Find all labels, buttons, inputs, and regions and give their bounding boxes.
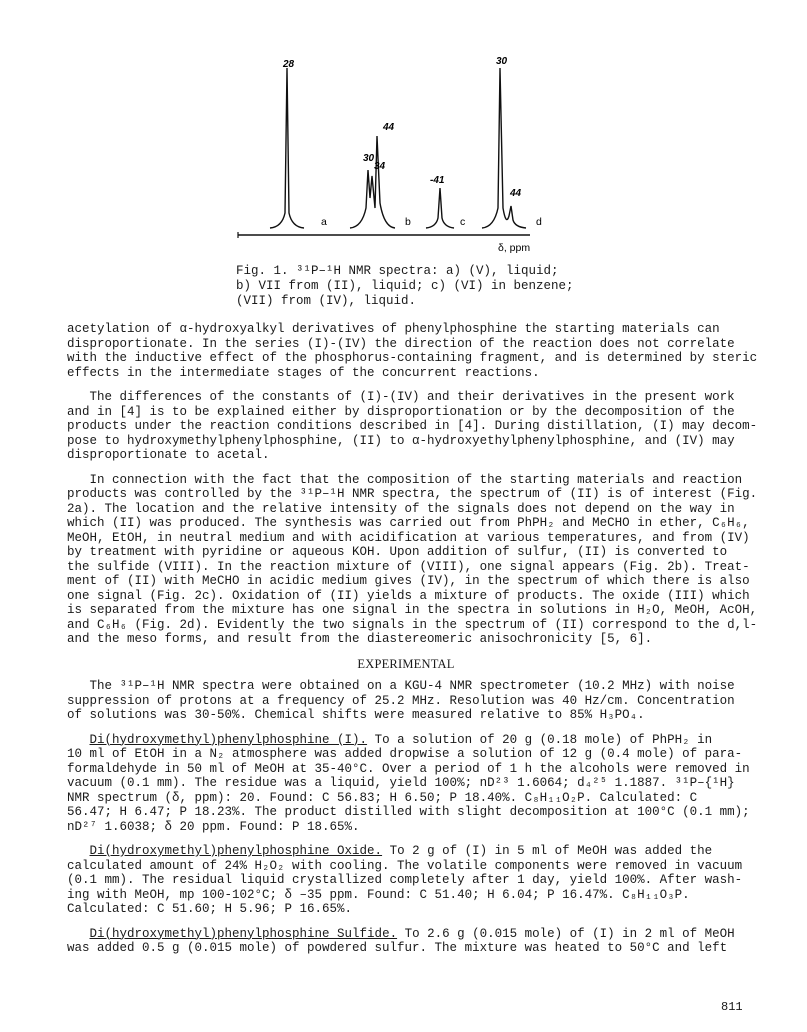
text-line: [67, 844, 745, 859]
text-line: the sulfide (VIII). In the reaction mixture of (VIII), one signal appears (Fig. 2b). Treat-: [67, 559, 750, 574]
text-line: suppression of protons at a frequency of 25.2 MHz. Resolution was 40 Hz/cm. Concentration: [67, 693, 735, 708]
text-line: formaldehyde in 50 ml of MeOH at 35-40°C. Over a period of 1 h the alcohols were removed in: [67, 761, 750, 776]
text-line: is separated from the mixture has one signal in the spectra in solutions in H₂O, MeOH, AcOH,: [67, 603, 758, 617]
text-line: disproportionate. In the series (I)-(IV) the direction of the reaction does not correlate: [67, 336, 735, 351]
spectrum-trace-c: [426, 188, 454, 228]
panel-label: b: [405, 216, 411, 228]
axis-label: δ, ppm: [498, 242, 531, 254]
text-line: was added 0.5 g (0.015 mole) of powdered sulfur. The mixture was heated to 50°C and left: [67, 941, 728, 955]
peak-label: 34: [374, 161, 386, 172]
compound-title: Di(hydroxymethyl)phenylphosphine Oxide.: [89, 844, 383, 858]
text-line: pose to hydroxymethylphenylphosphine, (II) to α-hydroxyethylphenylphosphine, and (IV) may: [67, 433, 735, 448]
text-line: [67, 733, 745, 748]
peak-label: -41: [430, 175, 445, 186]
caption-line: Fig. 1. ³¹P–¹H NMR spectra: a) (V), liquid;: [236, 264, 559, 278]
text-line: nD²⁷ 1.6038; δ 20 ppm. Found: P 18.65%.: [67, 819, 360, 834]
text-line: NMR spectrum (δ, ppm): 20. Found: C 56.83; H 6.50; P 18.40%. C₈H₁₁O₂P. Calculated: C: [67, 790, 698, 805]
text-line: and C₆H₆ (Fig. 2d). Evidently the two signals in the spectrum of (II) correspond to the d,l-: [67, 617, 758, 632]
nmr-spectra-figure: [230, 48, 590, 258]
text-line: disproportionate to acetal.: [67, 448, 270, 462]
paragraph: [67, 322, 758, 380]
text-line: calculated amount of 24% H₂O₂ with cooling. The volatile components were removed in vacuum: [67, 858, 743, 873]
panel-label: a: [321, 216, 327, 228]
compound-title: Di(hydroxymethyl)phenylphosphine Sulfide.: [89, 926, 398, 941]
text-line: ment of (II) with MeCHO in acidic medium gives (IV), in the spectrum of which there is also: [67, 574, 750, 588]
text-line: Calculated: C 51.60; H 5.96; P 16.65%.: [67, 902, 353, 916]
text-line: MeOH, EtOH, in neutral medium and with acidification at various temperatures, and from (IV): [67, 530, 750, 545]
text-line: products was controlled by the ³¹P–¹H NMR spectra, the spectrum of (II) is of interest (Fig.: [67, 487, 758, 501]
peak-label: 30: [496, 56, 508, 67]
text-line: which (II) was produced. The synthesis was carried out from PhPH₂ and MeCHO in ether, C₆H₆,: [67, 516, 750, 530]
text-line: products under the reaction conditions described in [4]. During distillation, (I) may decom-: [67, 419, 758, 433]
caption-line: (VII) from (IV), liquid.: [236, 294, 417, 308]
peak-label: 28: [283, 59, 295, 70]
text-span: To 2 g of (I) in 5 ml of MeOH was added the: [382, 844, 713, 858]
text-line: effects in the intermediate stages of the concurrent reactions.: [67, 365, 540, 380]
compound-title: Di(hydroxymethyl)phenylphosphine (I).: [89, 732, 368, 747]
text-line: (0.1 mm). The residual liquid crystallized completely after 1 day, yield 100%. After wash-: [67, 873, 743, 887]
text-line: and the meso forms, and result from the diastereomeric anisochronicity [5, 6].: [67, 632, 653, 646]
spectrum-trace-a: [270, 68, 304, 228]
text-line: and in [4] is to be explained either by disproportionation or by the decomposition of the: [67, 404, 735, 419]
paragraph: [67, 927, 745, 956]
spectra-plot: [230, 48, 590, 258]
figure-caption: [236, 264, 596, 309]
text-span: To 2.6 g (0.015 mole) of (I) in 2 ml of MeOH: [397, 926, 735, 941]
text-span: To a solution of 20 g (0.18 mole) of PhPH₂ in: [367, 732, 713, 747]
paragraph: [67, 844, 745, 917]
spectrum-trace-d: [482, 68, 526, 228]
text-line: with the inductive effect of the phosphorus-containing fragment, and is determined by steric: [67, 351, 758, 365]
text-line: vacuum (0.1 mm). The residue was a liquid, yield 100%; nD²³ 1.6064; d₄²⁵ 1.1887. ³¹P–{¹H}: [67, 776, 735, 790]
peak-label: 30: [363, 153, 375, 164]
paragraph: [67, 679, 745, 723]
text-line: acetylation of α-hydroxyalkyl derivatives of phenylphosphine the starting materials can: [67, 322, 720, 336]
text-line: one signal (Fig. 2c). Oxidation of (II) yields a mixture of products. The oxide (III) which: [67, 588, 750, 603]
peak-label: 44: [383, 122, 395, 133]
text-line: 56.47; H 6.47; P 18.23%. The product distilled with slight decomposition at 100°C (0.1 mm);: [67, 805, 750, 819]
text-line: 10 ml of EtOH in a N₂ atmosphere was added dropwise a solution of 12 g (0.4 mole) of para-: [67, 747, 743, 761]
section-heading: EXPERIMENTAL: [357, 656, 455, 671]
text-line: In connection with the fact that the composition of the starting materials and reaction: [67, 472, 743, 487]
paragraph: [67, 472, 758, 647]
panel-label: d: [536, 216, 542, 228]
text-line: ing with MeOH, mp 100-102°C; δ –35 ppm. Found: C 51.40; H 6.04; P 16.47%. C₈H₁₁O₃P.: [67, 887, 690, 902]
text-line: [67, 927, 745, 942]
text-line: 2a). The location and the relative intensity of the signals does not depend on the way in: [67, 501, 735, 516]
panel-label: c: [460, 216, 466, 228]
text-line: The differences of the constants of (I)-(IV) and their derivatives in the present work: [67, 390, 735, 404]
text-line: by treatment with pyridine or aqueous KOH. Upon addition of sulfur, (II) is converted to: [67, 545, 728, 559]
paragraph: [67, 390, 758, 463]
text-line: of solutions was 30-50%. Chemical shifts were measured relative to 85% H₃PO₄.: [67, 708, 645, 722]
peak-label: 44: [510, 188, 522, 199]
spectrum-trace-b: [350, 136, 395, 228]
article-body: [67, 322, 758, 956]
paragraph: [67, 732, 750, 835]
page-number: 811: [721, 1000, 743, 1014]
text-line: The ³¹P–¹H NMR spectra were obtained on a KGU-4 NMR spectrometer (10.2 MHz) with noise: [67, 679, 735, 693]
caption-line: b) VII from (II), liquid; c) (VI) in benzene;: [236, 279, 574, 293]
